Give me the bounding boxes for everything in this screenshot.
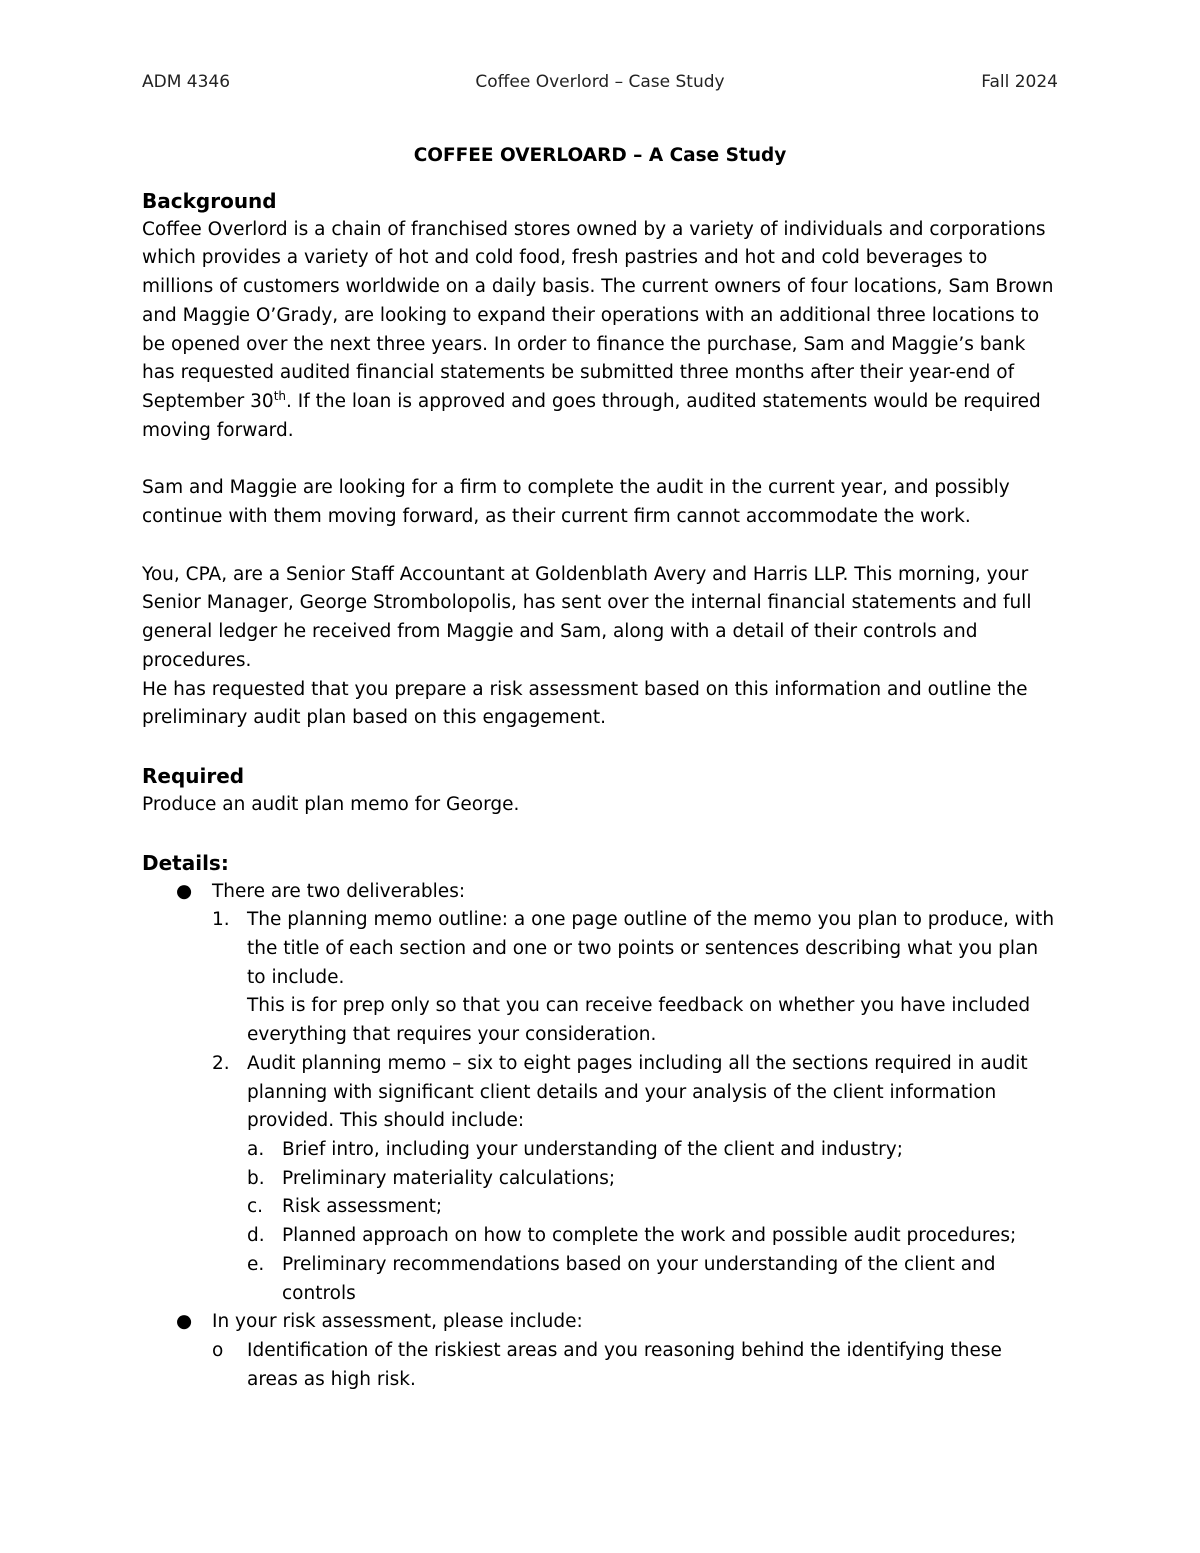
- document-body: [142, 142, 1058, 1394]
- header-course: ADM 4346: [142, 72, 231, 92]
- list-item: [212, 906, 1058, 1050]
- circle-bullet-icon: o: [212, 1339, 224, 1361]
- background-paragraph-2: Sam and Maggie are looking for a firm to complete the audit in the current year, and possibly continue with them moving forward, as their current firm cannot accommodate the work.: [142, 477, 1010, 528]
- background-paragraph-3: You, CPA, are a Senior Staff Accountant at Goldenblath Avery and Harris LLP. This morning, your Senior Manager, George Strombolopolis, has sent over the internal financial statements and full general ledger he received from Maggie and Sam, along with a detail of their controls and procedures.: [142, 563, 1032, 671]
- item-text: Audit planning memo – six to eight pages including all the sections required in audit planning with significant client details and your analysis of the client information provided. This should include:: [247, 1052, 1028, 1132]
- memo-sections-list: [247, 1136, 1058, 1308]
- list-item: a. Brief intro, including your understanding of the client and industry;: [247, 1138, 903, 1160]
- list-item: [212, 1050, 1058, 1308]
- bullet-text: In your risk assessment, please include:: [212, 1311, 583, 1333]
- document-title: COFFEE OVERLOARD – A Case Study: [413, 145, 787, 166]
- item-text: Identification of the riskiest areas and you reasoning behind the identifying these areas as high risk.: [247, 1339, 1002, 1390]
- list-item: c. Risk assessment;: [247, 1196, 443, 1218]
- deliverables-list: [212, 906, 1058, 1308]
- background-heading: Background: [142, 188, 277, 213]
- list-item: [142, 878, 1058, 1309]
- header-title: Coffee Overlord – Case Study: [475, 72, 725, 92]
- details-list: [142, 878, 1058, 1395]
- header-term: Fall 2024: [981, 72, 1058, 92]
- required-heading: Required: [142, 763, 245, 788]
- list-item: e. Preliminary recommendations based on your understanding of the client and controls: [247, 1253, 996, 1304]
- item-text-continued: This is for prep only so that you can receive feedback on whether you have included everything that requires your consideration.: [247, 995, 1031, 1046]
- bullet-icon: ●: [176, 1311, 193, 1333]
- details-heading: Details:: [142, 850, 229, 875]
- item-number: 1.: [212, 909, 230, 931]
- list-item: [142, 1308, 1058, 1394]
- list-item: [212, 1337, 1058, 1394]
- risk-assessment-list: [212, 1337, 1058, 1394]
- bullet-text: There are two deliverables:: [212, 880, 466, 902]
- bullet-icon: ●: [176, 880, 193, 902]
- background-paragraph-4: He has requested that you prepare a risk assessment based on this information and outline the preliminary audit plan based on this engagement.: [142, 678, 1028, 729]
- list-item: b. Preliminary materiality calculations;: [247, 1167, 616, 1189]
- list-item: d. Planned approach on how to complete the work and possible audit procedures;: [247, 1225, 1017, 1247]
- ordinal-superscript: th: [273, 388, 286, 403]
- item-number: 2.: [212, 1052, 230, 1074]
- background-paragraph-1: Coffee Overlord is a chain of franchised stores owned by a variety of individuals and corporations which provides a variety of hot and cold food, fresh pastries and hot and cold beverages to millions of customers worldwide on a daily basis. The current owners of four locations, Sam Brown and Maggie O’Grady, are looking to expand their operations with an additional three locations to be opened over the next three years. In order to finance the purchase, Sam and Maggie’s bank has requested audited financial statements be submitted three months after their year-end of September 30th. If the loan is approved and goes through, audited statements would be required moving forward.: [142, 218, 1054, 441]
- item-text: The planning memo outline: a one page outline of the memo you plan to produce, with the title of each section and one or two points or sentences describing what you plan to include.: [247, 909, 1055, 988]
- required-text: Produce an audit plan memo for George.: [142, 793, 520, 815]
- page-header: [142, 72, 1058, 98]
